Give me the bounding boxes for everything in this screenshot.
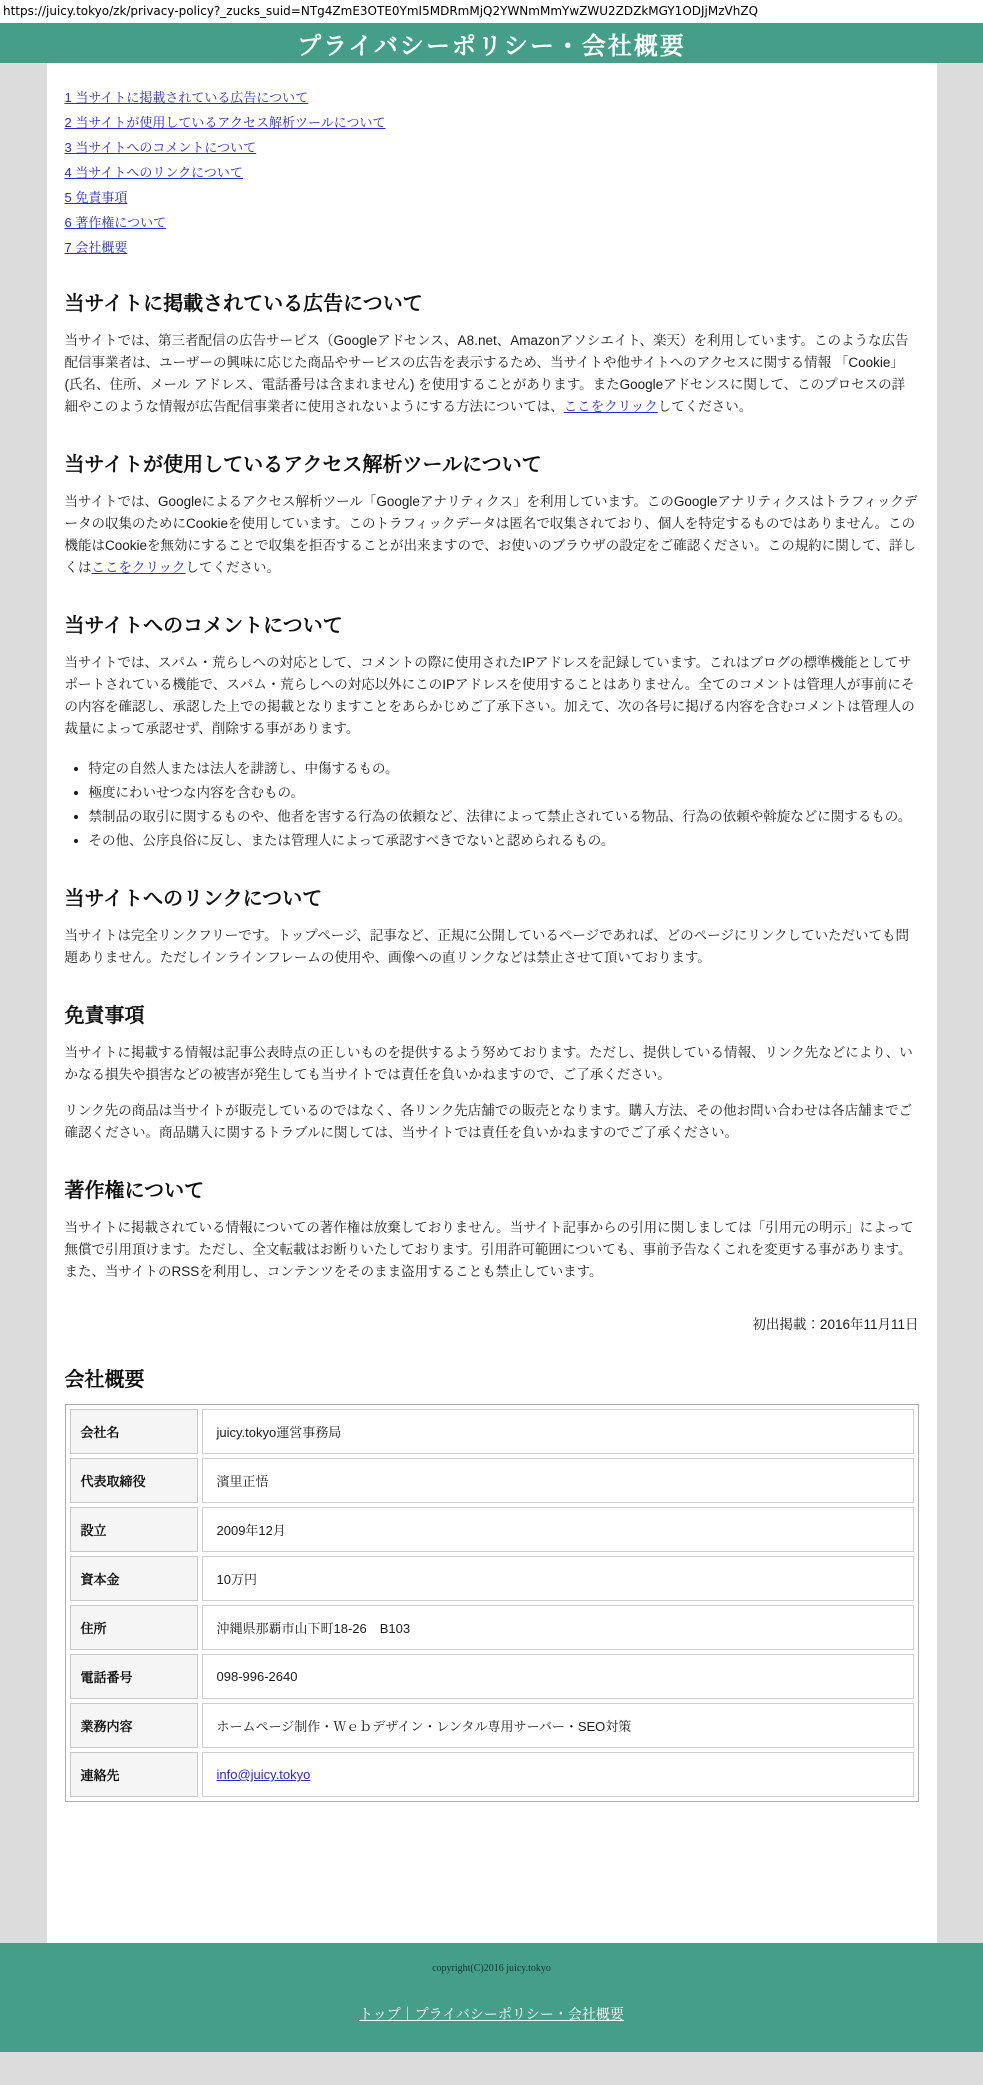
section-analytics-text-end: してください。: [185, 560, 280, 575]
comment-rule-item: • 極度にわいせつな内容を含むもの。: [89, 782, 919, 804]
company-contact-label: 連絡先: [70, 1752, 198, 1797]
company-phone-label: 電話番号: [70, 1654, 198, 1699]
company-contact-cell: [202, 1752, 914, 1797]
toc-link-ads[interactable]: 1 当サイトに掲載されている広告について: [64, 90, 309, 105]
section-ads-text: 当サイトでは、第三者配信の広告サービス（Googleアドセンス、A8.net、Amazonアソシエイト、楽天）を利用しています。このような広告配信事業者は、ユーザーの興味に応じた商品やサービスの広告を表示するため、当サイトや他サイトへのアクセスに関する情報 「Cookie」(氏名、住所、メール アドレス、電話番号は含まれません) を使用することがあります。またGoogleアドセンスに関して、このプロセスの詳細やこのような情報が広告配信事業者に使用されないようにする方法については、: [64, 333, 909, 414]
page-footer: [0, 1943, 983, 2052]
section-company: [65, 1363, 919, 1802]
toc-link-disclaimer[interactable]: 5 免責事項: [64, 190, 128, 205]
company-capital-label: 資本金: [70, 1556, 198, 1601]
toc-link-company[interactable]: 7 会社概要: [64, 240, 128, 255]
section-disclaimer-body-2: リンク先の商品は当サイトが販売しているのではなく、各リンク先店舗での販売となります。購入方法、その他お問い合わせは各店舗までご確認ください。商品購入に関するトラブルに関しては、当サイトでは責任を負いかねますのでご了承ください。: [64, 1103, 913, 1140]
section-disclaimer: [65, 999, 919, 1144]
company-business-value: ホームページ制作・Ｗｅｂデザイン・レンタル専用サーバー・SEO対策: [202, 1703, 914, 1748]
section-analytics: [65, 448, 919, 579]
section-comments: [65, 609, 919, 852]
table-row: [70, 1752, 914, 1797]
contact-email-link[interactable]: info@juicy.tokyo: [216, 1767, 311, 1782]
section-comments-body: 当サイトでは、スパム・荒らしへの対応として、コメントの際に使用されたIPアドレスを記録しています。これはブログの標準機能としてサポートされている機能で、スパム・荒らしへの対応以外にこのIPアドレスを使用することはありません。全てのコメントは管理人が事前にその内容を確認し、承認した上での掲載となりますことをあらかじめご了承下さい。加えて、次の各号に掲げる内容を含むコメントは管理人の裁量によって承認せず、削除する事があります。: [64, 655, 915, 736]
page-title: プライバシーポリシー・会社概要: [297, 32, 686, 60]
section-ads-heading: 当サイトに掲載されている広告について: [64, 293, 423, 315]
company-address-value: 沖縄県那覇市山下町18-26 B103: [202, 1605, 914, 1650]
company-capital-value: 10万円: [202, 1556, 914, 1601]
first-published-date: 初出掲載：2016年11月11日: [752, 1317, 919, 1332]
toc-link-analytics[interactable]: 2 当サイトが使用しているアクセス解析ツールについて: [64, 115, 386, 130]
table-row: [70, 1556, 914, 1601]
analytics-terms-link[interactable]: ここをクリック: [91, 560, 186, 575]
company-address-label: 住所: [70, 1605, 198, 1650]
table-row: [70, 1654, 914, 1699]
section-copyright-body: 当サイトに掲載されている情報についての著作権は放棄しておりません。当サイト記事からの引用に関しましては「引用元の明示」によって無償で引用頂けます。ただし、全文転載はお断りいたしております。引用許可範囲についても、事前予告なくこれを変更する事があります。また、当サイトのRSSを利用し、コンテンツをそのまま盗用することも禁止しています。: [64, 1220, 914, 1279]
company-name-label: 会社名: [70, 1409, 198, 1454]
footer-nav-link[interactable]: トップ｜プライバシーポリシー・会社概要: [359, 2006, 624, 2022]
company-ceo-value: 濱里正悟: [202, 1458, 914, 1503]
company-founded-value: 2009年12月: [202, 1507, 914, 1552]
comment-rule-item: • その他、公序良俗に反し、または管理人によって承認すべきでないと認められるもの。: [89, 830, 919, 852]
company-founded-label: 設立: [70, 1507, 198, 1552]
ads-optout-link[interactable]: ここをクリック: [563, 399, 658, 414]
section-links: [65, 882, 919, 969]
company-info-table: [65, 1404, 919, 1802]
footer-copyright: copyright(C)2016 juicy.tokyo: [432, 1963, 551, 1974]
table-row: [70, 1458, 914, 1503]
table-row: [70, 1507, 914, 1552]
table-row: [70, 1409, 914, 1454]
section-ads: [65, 287, 919, 418]
toc-link-comments[interactable]: 3 当サイトへのコメントについて: [64, 140, 257, 155]
section-disclaimer-body-1: 当サイトに掲載する情報は記事公表時点の正しいものを提供するよう努めております。ただし、提供している情報、リンク先などにより、いかなる損失や損害などの被害が発生しても当サイトでは責任を負いかねますので、ご了承ください。: [64, 1045, 913, 1082]
section-copyright-heading: 著作権について: [64, 1180, 205, 1202]
section-analytics-heading: 当サイトが使用しているアクセス解析ツールについて: [64, 454, 542, 476]
browser-url-text: https://juicy.tokyo/zk/privacy-policy?_zucks_suid=NTg4ZmE3OTE0YmI5MDRmMjQ2YWNmMmYwZWU2ZDZkMGY1ODJjMzVhZQ: [0, 0, 983, 23]
section-links-body: 当サイトは完全リンクフリーです。トップページ、記事など、正規に公開しているページであれば、どのページにリンクしていただいても問題ありません。ただしインラインフレームの使用や、画像への直リンクなどは禁止させて頂いております。: [64, 928, 910, 965]
company-business-label: 業務内容: [70, 1703, 198, 1748]
section-ads-body: [65, 330, 919, 418]
comment-rule-item: • 禁制品の取引に関するものや、他者を害する行為の依頼など、法律によって禁止されている物品、行為の依頼や斡旋などに関するもの。: [89, 806, 919, 828]
section-links-heading: 当サイトへのリンクについて: [64, 888, 323, 910]
section-ads-text-end: してください。: [657, 399, 753, 414]
section-copyright: [65, 1174, 919, 1283]
company-ceo-label: 代表取締役: [70, 1458, 198, 1503]
section-comments-heading: 当サイトへのコメントについて: [64, 615, 343, 637]
table-of-contents: [65, 87, 919, 257]
comment-rule-item: • 特定の自然人または法人を誹謗し、中傷するもの。: [89, 758, 919, 780]
page-header: [0, 23, 983, 63]
table-row: [70, 1605, 914, 1650]
section-company-heading: 会社概要: [64, 1369, 145, 1391]
section-disclaimer-heading: 免責事項: [64, 1005, 145, 1027]
section-analytics-body: [65, 491, 919, 579]
company-phone-value: 098-996-2640: [202, 1654, 914, 1699]
toc-link-copyright[interactable]: 6 著作権について: [64, 215, 167, 230]
footer-nav: [0, 2004, 983, 2024]
toc-link-links[interactable]: 4 当サイトへのリンクについて: [64, 165, 243, 180]
content-area: [47, 63, 937, 1943]
comment-rules-list: [65, 758, 919, 852]
table-row: [70, 1703, 914, 1748]
company-name-value: juicy.tokyo運営事務局: [202, 1409, 914, 1454]
section-analytics-text: 当サイトでは、Googleによるアクセス解析ツール「Googleアナリティクス」を利用しています。このGoogleアナリティクスはトラフィックデータの収集のためにCookieを使用しています。このトラフィックデータは匿名で収集されており、個人を特定するものではありません。この機能はCookieを無効にすることで収集を拒否することが出来ますので、お使いのブラウザの設定をご確認ください。この規約に関して、詳しくは: [64, 494, 918, 575]
